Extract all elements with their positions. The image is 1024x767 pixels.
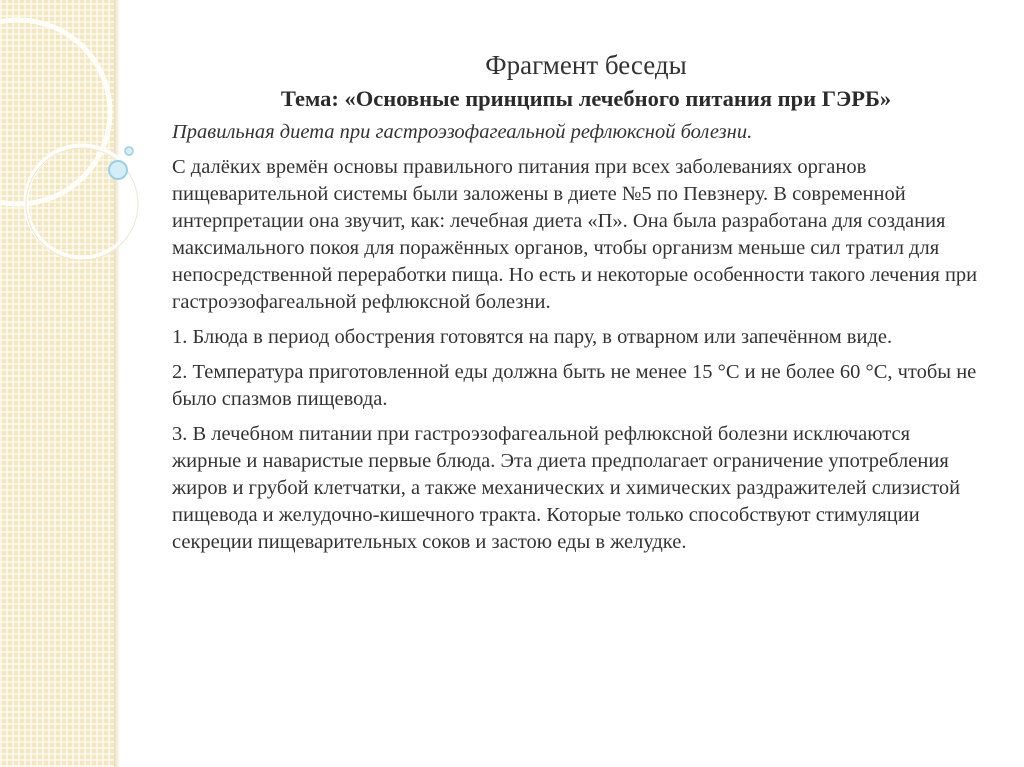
slide-content: [172, 48, 980, 564]
intro-line: Правильная диета при гастроэзофагеальной рефлюксной болезни.: [172, 121, 753, 143]
large-ring: [0, 20, 110, 204]
paragraph-rule-2: 2. Температура приготовленной еды должна быть не менее 15 °С и не более 60 °С, чтобы не было спазмов пищевода.: [172, 361, 977, 410]
decorative-rings-icon: [0, 0, 180, 320]
paragraph-rule-3: 3. В лечебном питании при гастроэзофагеальной рефлюксной болезни исключаются жирные и наваристые первые блюда. Эта диета предполагает ограничение употребления жиров и грубой клетчатки, а также механических и химических раздражителей слизистой пищевода и желудочно-кишечного тракта. Которые только способствуют стимуляции секреции пищеварительных соков и застою еды в желудке.: [172, 423, 961, 553]
slide-subtitle: Тема: «Основные принципы лечебного питания при ГЭРБ»: [280, 86, 892, 111]
paragraph-rule-1: 1. Блюда в период обострения готовятся на пару, в отварном или запечённом виде.: [172, 326, 893, 348]
bubble-small-icon: [125, 147, 133, 155]
slide-title: Фрагмент беседы: [485, 50, 687, 80]
bubble-large-icon: [109, 161, 127, 179]
paragraph-history: С далёких времён основы правильного питания при всех заболеваниях органов пищеварительной системы были заложены в диете №5 по Певзнеру. В современной интерпретации она звучит, как: лечебная диета «П». Она была разработана для создания максимального покоя для поражённых органов, чтобы организм меньше сил тратил для непосредственной переработки пища. Но есть и некоторые особенности такого лечения при гастроэзофагеальной рефлюксной болезни.: [172, 156, 978, 313]
